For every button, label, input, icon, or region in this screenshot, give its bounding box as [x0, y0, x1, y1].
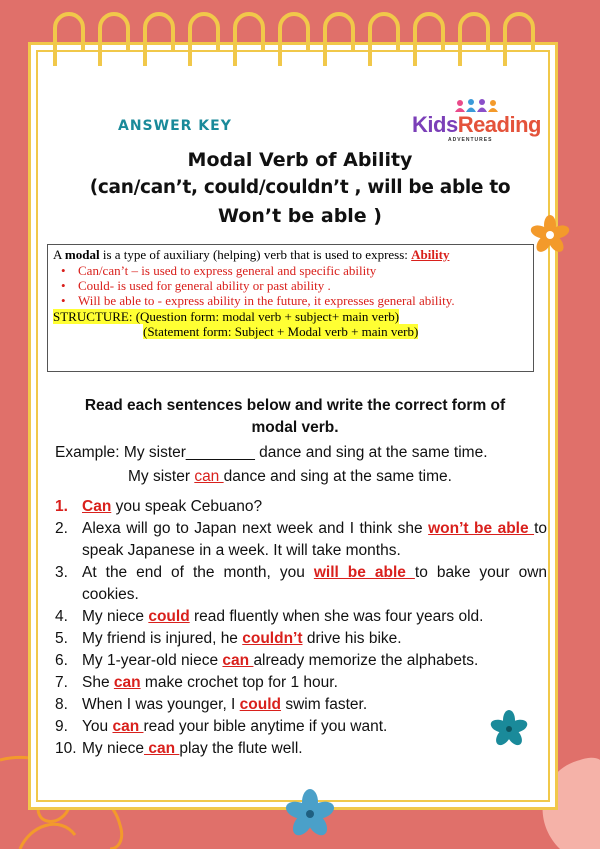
instructions-line-1: Read each sentences below and write the correct form of: [84, 397, 506, 414]
sentence-item: [55, 518, 547, 562]
example-answer-line: [55, 465, 488, 489]
structure-line-1: [53, 309, 528, 324]
sentence-post: read your bible anytime if you want.: [143, 718, 388, 735]
sentence-post: already memorize the alphabets.: [253, 652, 479, 669]
sentence-number: 5.: [55, 630, 68, 647]
bullet-icon: •: [61, 278, 66, 293]
sentence-item: [55, 562, 547, 606]
sentence-item: [55, 672, 547, 694]
sentence-item: [55, 628, 547, 650]
rule-item: [53, 293, 528, 308]
sentence-post: read fluently when she was four years old.: [189, 608, 484, 625]
sentence-number: 4.: [55, 608, 68, 625]
sentence-number: 6.: [55, 652, 68, 669]
bullet-icon: •: [61, 293, 66, 308]
sentence-number: 3.: [55, 564, 68, 581]
sentence-number: 8.: [55, 696, 68, 713]
sentence-answer: Can: [82, 498, 112, 515]
sentence-pre: My niece: [82, 740, 145, 757]
sentence-number: 9.: [55, 718, 68, 735]
sentence-pre: Alexa will go to Japan next week and I think she: [82, 520, 429, 537]
example-question: Example: My sister________ dance and sing at the same time.: [55, 444, 488, 461]
rule-item: [53, 278, 528, 293]
sentence-answer: could: [239, 696, 282, 713]
sentence-post: to bake your own cookies.: [82, 564, 548, 603]
sentence-post: swim faster.: [281, 696, 368, 713]
sentence-pre: My friend is injured, he: [82, 630, 243, 647]
blue-flower-icon: [282, 786, 338, 842]
sentence-post: to speak Japanese in a week. It will take months.: [82, 520, 548, 559]
sentence-post: play the flute well.: [179, 740, 303, 757]
sentence-pre: You: [82, 718, 113, 735]
logo-subtitle: ADVENTURES: [448, 137, 493, 143]
sentence-answer: won’t be able: [428, 520, 535, 537]
sentence-post: make crochet top for 1 hour.: [140, 674, 338, 691]
sentence-answer: can: [112, 718, 144, 735]
rule-text: Will be able to - express ability in the future, it expresses general ability.: [78, 293, 455, 308]
sentence-pre: She: [82, 674, 114, 691]
structure-statement-form: (Statement form: Subject + Modal verb + main verb): [143, 324, 419, 339]
intro-prefix: A: [53, 247, 65, 262]
example-pre: My sister: [128, 468, 195, 485]
rule-item: [53, 263, 528, 278]
sentence-answer: could: [148, 608, 190, 625]
intro-ability-word: Ability: [411, 247, 450, 262]
sentence-item: [55, 716, 547, 738]
logo-kids-text: Kids: [412, 112, 458, 137]
sentence-post: you speak Cebuano?: [111, 498, 263, 515]
notebook-rings: [45, 8, 555, 78]
example-answer: can: [194, 468, 224, 485]
rules-list: [53, 263, 528, 308]
sentence-answer: can: [222, 652, 254, 669]
structure-line-2: [53, 324, 528, 339]
rule-text: Could- is used for general ability or past ability .: [78, 278, 331, 293]
sentence-answer: will be able: [313, 564, 415, 581]
sentence-item: [55, 496, 547, 518]
sentence-answer: can: [144, 740, 180, 757]
sentence-pre: When I was younger, I: [82, 696, 240, 713]
instructions-line-2: modal verb.: [251, 419, 339, 436]
sentence-post: drive his bike.: [302, 630, 402, 647]
kids-reading-logo: [412, 98, 542, 148]
sentence-item: [55, 650, 547, 672]
sentence-list: [55, 496, 547, 760]
sentence-pre: My niece: [82, 608, 149, 625]
example-post: dance and sing at the same time.: [223, 468, 452, 485]
rule-text: Can/can’t – is used to express general and specific ability: [78, 263, 377, 278]
instructions: [45, 395, 545, 439]
title-line-1: Modal Verb of Ability: [187, 149, 413, 171]
worksheet-title: [40, 146, 560, 230]
sentence-number: 10.: [55, 740, 77, 757]
intro-text: is a type of auxiliary (helping) verb that is used to express:: [99, 247, 412, 262]
intro-modal-word: modal: [64, 247, 100, 262]
sentence-item: [55, 694, 547, 716]
sentence-item: [55, 738, 547, 760]
sentence-number: 2.: [55, 520, 68, 537]
sentence-pre: At the end of the month, you: [82, 564, 314, 581]
modal-rules-box: [47, 244, 534, 372]
example-block: [55, 441, 488, 489]
sentence-answer: couldn’t: [242, 630, 303, 647]
answer-key-label: ANSWER KEY: [118, 118, 232, 134]
title-line-3: Won’t be able ): [218, 205, 382, 227]
bullet-icon: •: [61, 263, 66, 278]
rules-intro: [53, 247, 528, 262]
structure-question-form: STRUCTURE: (Question form: modal verb + subject+ main verb): [53, 309, 400, 324]
sentence-pre: My 1-year-old niece: [82, 652, 223, 669]
sentence-answer: can: [113, 674, 141, 691]
sentence-item: [55, 606, 547, 628]
sentence-number: 1.: [55, 498, 68, 515]
sentence-number: 7.: [55, 674, 68, 691]
title-line-2: (can/can’t, could/couldn’t , will be able to: [89, 177, 511, 198]
logo-reading-text: Reading: [457, 112, 541, 137]
